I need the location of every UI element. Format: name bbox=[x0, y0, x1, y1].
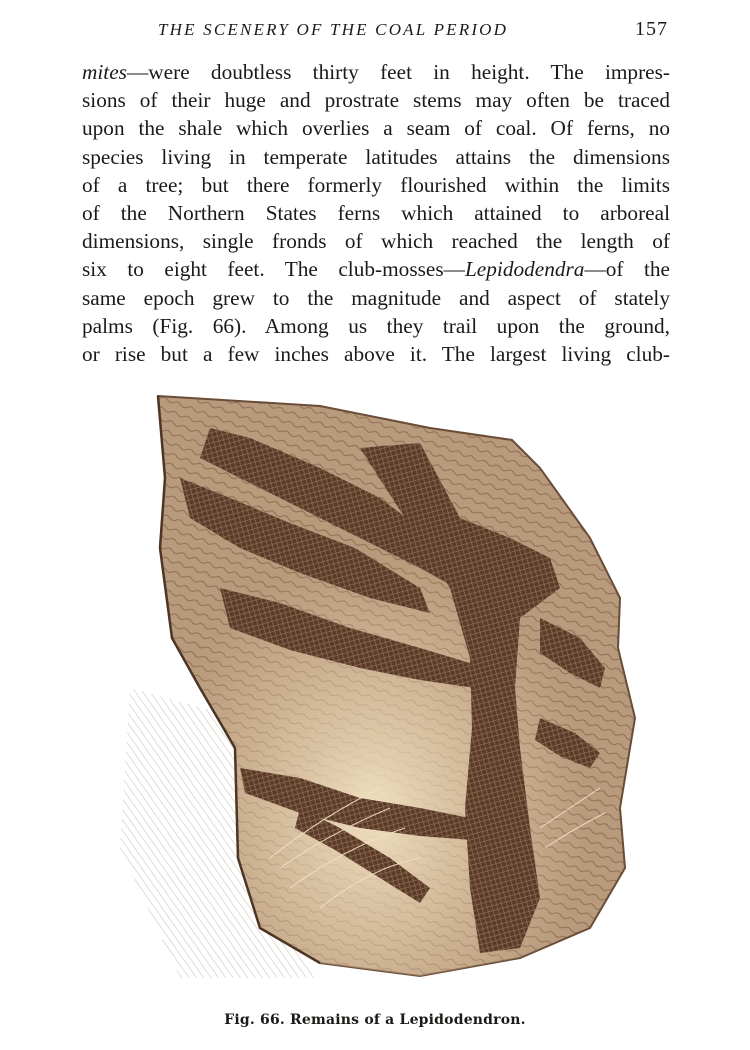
figure-caption: Fig. 66. Remains of a Lepidodendron. bbox=[224, 1012, 526, 1028]
fossil-engraving bbox=[120, 388, 640, 988]
page-number: 157 bbox=[635, 18, 668, 40]
line-text: six to eight feet. The club-mosses— bbox=[82, 257, 465, 282]
text-line bbox=[82, 58, 670, 86]
text-line: or rise but a few inches above it. The largest living club- bbox=[82, 341, 670, 366]
text-line: sions of their huge and prostrate stems may often be traced bbox=[82, 88, 670, 113]
lepidodendron-illustration bbox=[120, 388, 640, 988]
text-line: of a tree; but there formerly flourished within the limits bbox=[82, 172, 670, 197]
text-line: upon the shale which overlies a seam of coal. Of ferns, no bbox=[82, 116, 670, 141]
text-line: dimensions, single fronds of which reached the length of bbox=[82, 229, 670, 254]
running-head bbox=[158, 16, 678, 46]
line-text: —of the bbox=[584, 257, 670, 282]
text-line: of the Northern States ferns which attained to arboreal bbox=[82, 200, 670, 225]
text-line: palms (Fig. 66). Among us they trail upon the ground, bbox=[82, 313, 670, 338]
italic-term: mites bbox=[82, 60, 127, 84]
text-line: same epoch grew to the magnitude and aspect of stately bbox=[82, 285, 670, 310]
body-paragraph bbox=[82, 58, 670, 368]
line-text: —were doubtless thirty feet in height. The impres- bbox=[126, 60, 670, 84]
italic-term: Lepidodendra bbox=[464, 257, 585, 282]
running-title: THE SCENERY OF THE COAL PERIOD bbox=[158, 20, 509, 39]
text-line bbox=[82, 255, 670, 283]
text-line: species living in temperate latitudes attains the dimensions bbox=[82, 144, 670, 169]
